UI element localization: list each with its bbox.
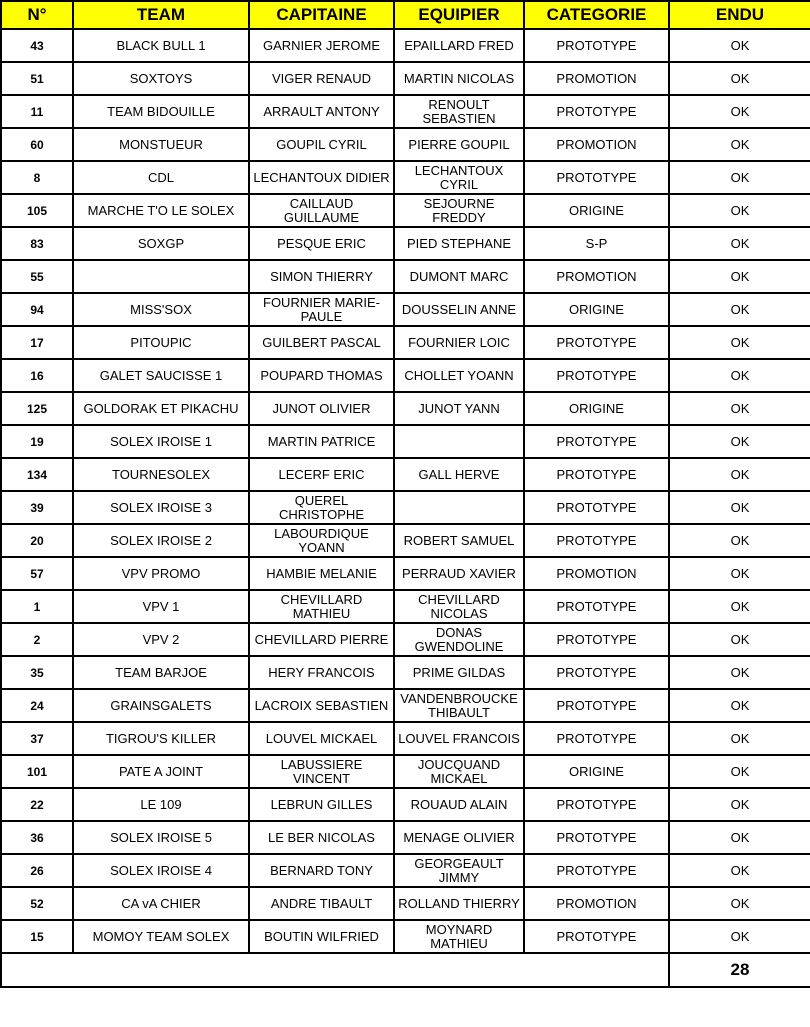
table-row (1, 491, 810, 524)
table-row (1, 161, 810, 194)
cell-equipier: RENOULT SEBASTIEN (394, 95, 524, 128)
cell-endu: OK (669, 161, 810, 194)
cell-equipier: ROBERT SAMUEL (394, 524, 524, 557)
cell-num: 20 (1, 524, 73, 557)
table-row (1, 788, 810, 821)
cell-categorie: PROTOTYPE (524, 491, 669, 524)
cell-categorie: PROMOTION (524, 128, 669, 161)
cell-endu: OK (669, 29, 810, 62)
cell-num: 55 (1, 260, 73, 293)
table-row (1, 128, 810, 161)
cell-num: 57 (1, 557, 73, 590)
cell-num: 36 (1, 821, 73, 854)
cell-capitaine: GUILBERT PASCAL (249, 326, 394, 359)
cell-capitaine: ANDRE TIBAULT (249, 887, 394, 920)
cell-endu: OK (669, 95, 810, 128)
table-row (1, 524, 810, 557)
cell-categorie: ORIGINE (524, 293, 669, 326)
cell-capitaine: VIGER RENAUD (249, 62, 394, 95)
cell-endu: OK (669, 524, 810, 557)
cell-endu: OK (669, 293, 810, 326)
cell-equipier: LOUVEL FRANCOIS (394, 722, 524, 755)
table-row (1, 227, 810, 260)
table-row (1, 326, 810, 359)
cell-categorie: PROMOTION (524, 62, 669, 95)
cell-team: TOURNESOLEX (73, 458, 249, 491)
cell-team: SOLEX IROISE 4 (73, 854, 249, 887)
cell-team: GRAINSGALETS (73, 689, 249, 722)
cell-endu: OK (669, 821, 810, 854)
cell-capitaine: HERY FRANCOIS (249, 656, 394, 689)
cell-num: 94 (1, 293, 73, 326)
cell-categorie: PROTOTYPE (524, 359, 669, 392)
cell-equipier: PRIME GILDAS (394, 656, 524, 689)
cell-categorie: PROMOTION (524, 887, 669, 920)
cell-capitaine: GARNIER JEROME (249, 29, 394, 62)
cell-num: 83 (1, 227, 73, 260)
cell-capitaine: POUPARD THOMAS (249, 359, 394, 392)
cell-num: 22 (1, 788, 73, 821)
cell-team: MARCHE T'O LE SOLEX (73, 194, 249, 227)
table-row (1, 623, 810, 656)
cell-team: GALET SAUCISSE 1 (73, 359, 249, 392)
cell-capitaine: LECHANTOUX DIDIER (249, 161, 394, 194)
cell-team: SOLEX IROISE 3 (73, 491, 249, 524)
cell-capitaine: HAMBIE MELANIE (249, 557, 394, 590)
cell-equipier: CHEVILLARD NICOLAS (394, 590, 524, 623)
cell-num: 39 (1, 491, 73, 524)
cell-team: MONSTUEUR (73, 128, 249, 161)
cell-equipier: JUNOT YANN (394, 392, 524, 425)
table-row (1, 887, 810, 920)
cell-equipier: GEORGEAULT JIMMY (394, 854, 524, 887)
table-body (1, 29, 810, 953)
cell-categorie: PROTOTYPE (524, 590, 669, 623)
cell-endu: OK (669, 590, 810, 623)
cell-categorie: PROTOTYPE (524, 95, 669, 128)
cell-endu: OK (669, 755, 810, 788)
cell-num: 60 (1, 128, 73, 161)
cell-categorie: PROTOTYPE (524, 854, 669, 887)
cell-categorie: PROTOTYPE (524, 29, 669, 62)
cell-num: 17 (1, 326, 73, 359)
cell-categorie: PROTOTYPE (524, 920, 669, 953)
table-row (1, 425, 810, 458)
cell-categorie: ORIGINE (524, 755, 669, 788)
cell-team (73, 260, 249, 293)
cell-team: PATE A JOINT (73, 755, 249, 788)
cell-capitaine: LEBRUN GILLES (249, 788, 394, 821)
cell-endu: OK (669, 359, 810, 392)
cell-endu: OK (669, 128, 810, 161)
col-header-capitaine: CAPITAINE (249, 1, 394, 29)
cell-num: 35 (1, 656, 73, 689)
cell-num: 15 (1, 920, 73, 953)
cell-num: 101 (1, 755, 73, 788)
cell-capitaine: LOUVEL MICKAEL (249, 722, 394, 755)
cell-equipier: LECHANTOUX CYRIL (394, 161, 524, 194)
cell-endu: OK (669, 260, 810, 293)
cell-categorie: S-P (524, 227, 669, 260)
cell-endu: OK (669, 491, 810, 524)
cell-equipier: PIERRE GOUPIL (394, 128, 524, 161)
table-row (1, 854, 810, 887)
cell-team: TEAM BIDOUILLE (73, 95, 249, 128)
cell-equipier: DOUSSELIN ANNE (394, 293, 524, 326)
cell-team: MISS'SOX (73, 293, 249, 326)
cell-categorie: PROTOTYPE (524, 821, 669, 854)
cell-endu: OK (669, 722, 810, 755)
cell-categorie: PROTOTYPE (524, 656, 669, 689)
cell-team: VPV PROMO (73, 557, 249, 590)
cell-equipier: PERRAUD XAVIER (394, 557, 524, 590)
cell-capitaine: LE BER NICOLAS (249, 821, 394, 854)
footer-spacer (1, 953, 669, 987)
cell-categorie: PROMOTION (524, 260, 669, 293)
cell-equipier: VANDENBROUCKE THIBAULT (394, 689, 524, 722)
table-row (1, 722, 810, 755)
footer-row (1, 953, 810, 987)
cell-equipier: GALL HERVE (394, 458, 524, 491)
cell-categorie: PROTOTYPE (524, 326, 669, 359)
col-header-equipier: EQUIPIER (394, 1, 524, 29)
total-count-cell: 28 (669, 953, 810, 987)
cell-team: CA vA CHIER (73, 887, 249, 920)
cell-equipier: DUMONT MARC (394, 260, 524, 293)
cell-capitaine: BERNARD TONY (249, 854, 394, 887)
cell-num: 24 (1, 689, 73, 722)
cell-equipier: MENAGE OLIVIER (394, 821, 524, 854)
cell-equipier: PIED STEPHANE (394, 227, 524, 260)
cell-endu: OK (669, 425, 810, 458)
cell-capitaine: PESQUE ERIC (249, 227, 394, 260)
cell-equipier (394, 491, 524, 524)
cell-categorie: PROTOTYPE (524, 722, 669, 755)
cell-num: 16 (1, 359, 73, 392)
cell-endu: OK (669, 656, 810, 689)
cell-equipier: CHOLLET YOANN (394, 359, 524, 392)
cell-capitaine: BOUTIN WILFRIED (249, 920, 394, 953)
cell-categorie: PROTOTYPE (524, 161, 669, 194)
table-row (1, 260, 810, 293)
cell-categorie: PROMOTION (524, 557, 669, 590)
cell-endu: OK (669, 392, 810, 425)
cell-num: 51 (1, 62, 73, 95)
cell-num: 2 (1, 623, 73, 656)
table-row (1, 293, 810, 326)
table-row (1, 29, 810, 62)
table-row (1, 656, 810, 689)
cell-endu: OK (669, 920, 810, 953)
table-row (1, 194, 810, 227)
cell-team: SOLEX IROISE 5 (73, 821, 249, 854)
cell-num: 19 (1, 425, 73, 458)
table-row (1, 590, 810, 623)
cell-endu: OK (669, 887, 810, 920)
cell-num: 134 (1, 458, 73, 491)
col-header-endu: ENDU (669, 1, 810, 29)
cell-num: 37 (1, 722, 73, 755)
header-row (1, 1, 810, 29)
cell-categorie: PROTOTYPE (524, 689, 669, 722)
cell-equipier: EPAILLARD FRED (394, 29, 524, 62)
table-row (1, 821, 810, 854)
cell-team: VPV 2 (73, 623, 249, 656)
cell-num: 105 (1, 194, 73, 227)
cell-num: 26 (1, 854, 73, 887)
cell-capitaine: CHEVILLARD PIERRE (249, 623, 394, 656)
cell-categorie: ORIGINE (524, 392, 669, 425)
cell-categorie: PROTOTYPE (524, 788, 669, 821)
cell-equipier: FOURNIER LOIC (394, 326, 524, 359)
cell-capitaine: GOUPIL CYRIL (249, 128, 394, 161)
cell-capitaine: CAILLAUD GUILLAUME (249, 194, 394, 227)
cell-categorie: ORIGINE (524, 194, 669, 227)
table-row (1, 689, 810, 722)
cell-equipier: ROUAUD ALAIN (394, 788, 524, 821)
cell-endu: OK (669, 227, 810, 260)
cell-capitaine: ARRAULT ANTONY (249, 95, 394, 128)
col-header-categorie: CATEGORIE (524, 1, 669, 29)
cell-capitaine: MARTIN PATRICE (249, 425, 394, 458)
cell-endu: OK (669, 458, 810, 491)
cell-endu: OK (669, 326, 810, 359)
cell-num: 1 (1, 590, 73, 623)
cell-team: TIGROU'S KILLER (73, 722, 249, 755)
cell-categorie: PROTOTYPE (524, 458, 669, 491)
cell-capitaine: CHEVILLARD MATHIEU (249, 590, 394, 623)
cell-capitaine: FOURNIER MARIE-PAULE (249, 293, 394, 326)
table-row (1, 920, 810, 953)
cell-capitaine: LECERF ERIC (249, 458, 394, 491)
cell-endu: OK (669, 623, 810, 656)
cell-equipier: MARTIN NICOLAS (394, 62, 524, 95)
cell-team: BLACK BULL 1 (73, 29, 249, 62)
cell-team: CDL (73, 161, 249, 194)
cell-team: MOMOY TEAM SOLEX (73, 920, 249, 953)
cell-num: 125 (1, 392, 73, 425)
cell-team: GOLDORAK ET PIKACHU (73, 392, 249, 425)
table-row (1, 62, 810, 95)
cell-equipier: ROLLAND THIERRY (394, 887, 524, 920)
cell-capitaine: SIMON THIERRY (249, 260, 394, 293)
cell-capitaine: JUNOT OLIVIER (249, 392, 394, 425)
cell-endu: OK (669, 194, 810, 227)
cell-team: SOXGP (73, 227, 249, 260)
cell-capitaine: QUEREL CHRISTOPHE (249, 491, 394, 524)
table-row (1, 458, 810, 491)
cell-team: TEAM BARJOE (73, 656, 249, 689)
cell-num: 52 (1, 887, 73, 920)
cell-capitaine: LACROIX SEBASTIEN (249, 689, 394, 722)
cell-equipier: SEJOURNE FREDDY (394, 194, 524, 227)
cell-equipier (394, 425, 524, 458)
cell-endu: OK (669, 788, 810, 821)
table-row (1, 95, 810, 128)
cell-equipier: DONAS GWENDOLINE (394, 623, 524, 656)
table-row (1, 557, 810, 590)
cell-endu: OK (669, 854, 810, 887)
cell-team: SOXTOYS (73, 62, 249, 95)
cell-categorie: PROTOTYPE (524, 425, 669, 458)
cell-num: 8 (1, 161, 73, 194)
cell-team: PITOUPIC (73, 326, 249, 359)
cell-num: 11 (1, 95, 73, 128)
cell-team: VPV 1 (73, 590, 249, 623)
cell-team: SOLEX IROISE 1 (73, 425, 249, 458)
cell-endu: OK (669, 557, 810, 590)
cell-capitaine: LABOURDIQUE YOANN (249, 524, 394, 557)
cell-endu: OK (669, 62, 810, 95)
cell-capitaine: LABUSSIERE VINCENT (249, 755, 394, 788)
col-header-team: TEAM (73, 1, 249, 29)
table-row (1, 392, 810, 425)
cell-endu: OK (669, 689, 810, 722)
cell-equipier: MOYNARD MATHIEU (394, 920, 524, 953)
cell-categorie: PROTOTYPE (524, 623, 669, 656)
col-header-num: N° (1, 1, 73, 29)
table-row (1, 755, 810, 788)
table-row (1, 359, 810, 392)
cell-categorie: PROTOTYPE (524, 524, 669, 557)
cell-num: 43 (1, 29, 73, 62)
cell-team: LE 109 (73, 788, 249, 821)
cell-equipier: JOUCQUAND MICKAEL (394, 755, 524, 788)
cell-team: SOLEX IROISE 2 (73, 524, 249, 557)
